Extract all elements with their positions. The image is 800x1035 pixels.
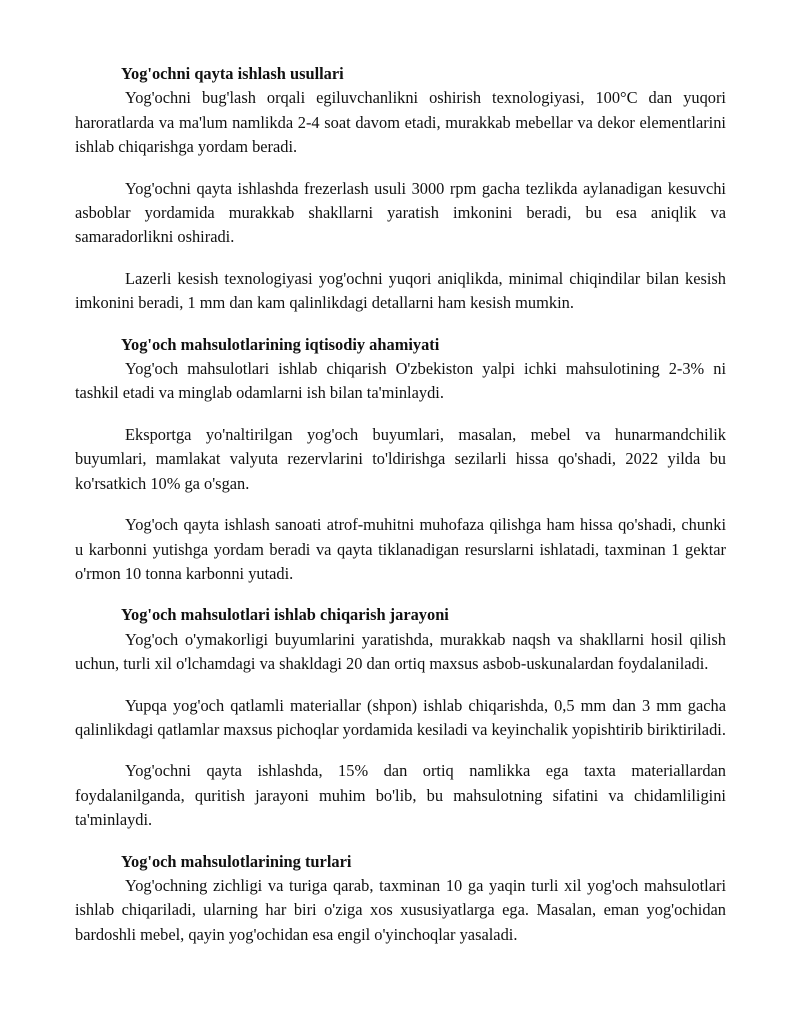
paragraph: Yog'ochni qayta ishlashda, 15% dan ortiq namlikka ega taxta materiallardan foydalanilganda, quritish jarayoni muhim bo'lib, bu mahsulotning sifatini va chidamliligini ta'minlaydi.	[75, 761, 726, 830]
paragraph: Yog'och qayta ishlash sanoati atrof-muhitni muhofaza qilishga ham hissa qo'shadi, chunki u karbonni yutishga yordam beradi va qayta tiklanadigan resurslarni ishlatadi, taxminan 1 gektar o'rmon 10 tonna karbonni yutadi.	[75, 515, 726, 583]
paragraph: Yog'ochni qayta ishlashda frezerlash usuli 3000 rpm gacha tezlikda aylanadigan kesuvchi asboblar yordamida murakkab shakllarni yaratish imkonini beradi, bu esa aniqlik va samaradorlikni oshiradi.	[75, 178, 726, 247]
section-heading: Yog'och mahsulotlarining iqtisodiy ahamiyati	[121, 334, 440, 354]
paragraph: Yog'och mahsulotlari ishlab chiqarish O'zbekiston yalpi ichki mahsulotining 2-3% ni tashkil etadi va minglab odamlarni ish bilan ta'minlaydi.	[75, 359, 726, 403]
paragraph: Yog'ochning zichligi va turiga qarab, taxminan 10 ga yaqin turli xil yog'och mahsulotlari ishlab chiqariladi, ularning har biri o'ziga xos xususiyatlarga ega. Masalan, eman yog'ochidan bardoshli mebel, qayin yog'ochidan esa engil o'yinchoqlar yasaladi.	[75, 875, 726, 944]
paragraph: Yog'ochni bug'lash orqali egiluvchanlikni oshirish texnologiyasi, 100°C dan yuqori haroratlarda va ma'lum namlikda 2-4 soat davom etadi, murakkab mebellar va dekor elementlarini ishlab chiqarishga yordam beradi.	[75, 88, 726, 157]
section-heading: Yog'ochni qayta ishlash usullari	[121, 64, 344, 83]
section-heading: Yog'och mahsulotlarining turlari	[121, 851, 352, 871]
paragraph: Yog'och o'ymakorligi buyumlarini yaratishda, murakkab naqsh va shakllarni hosil qilish uchun, turli xil o'lchamdagi va shakldagi 20 dan ortiq maxsus asbob-uskunalardan foydalaniladi.	[75, 629, 726, 674]
paragraph: Lazerli kesish texnologiyasi yog'ochni yuqori aniqlikda, minimal chiqindilar bilan kesish imkonini beradi, 1 mm dan kam qalinlikdagi detallarni ham kesish mumkin.	[75, 268, 726, 313]
paragraph: Eksportga yo'naltirilgan yog'och buyumlari, masalan, mebel va hunarmandchilik buyumlari, mamlakat valyuta rezervlarini to'ldirishga sezilarli hissa qo'shadi, 2022 yilda bu ko'rsatkich 10% ga o'sgan.	[75, 424, 726, 493]
paragraph: Yupqa yog'och qatlamli materiallar (shpon) ishlab chiqarishda, 0,5 mm dan 3 mm gacha qalinlikdagi qatlamlar maxsus pichoqlar yordamida kesiladi va keyinchalik yopishtirib biriktiriladi.	[75, 695, 726, 739]
document-page	[75, 62, 726, 947]
section-heading: Yog'och mahsulotlari ishlab chiqarish jarayoni	[121, 605, 449, 625]
